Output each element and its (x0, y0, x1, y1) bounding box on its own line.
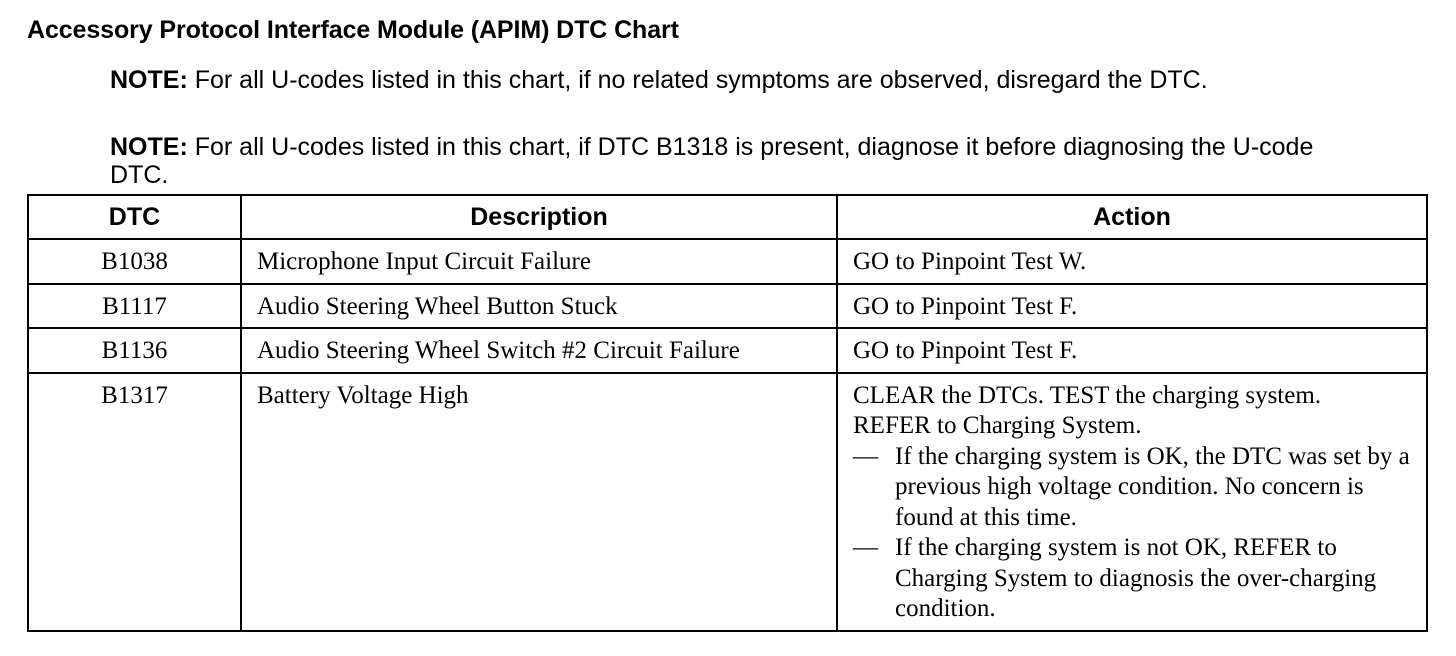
header-dtc: DTC (28, 195, 241, 239)
note-1 (110, 66, 1340, 94)
document-title: Accessory Protocol Interface Module (APIM) DTC Chart (27, 16, 679, 44)
note-1-text: For all U-codes listed in this chart, if no related symptoms are observed, disregard the DTC. (194, 66, 1208, 94)
dtc-description: Battery Voltage High (241, 373, 837, 631)
table-row (28, 328, 1427, 373)
dash-bullet-icon: — (853, 442, 878, 470)
dtc-code: B1317 (28, 373, 241, 631)
dtc-action (837, 373, 1427, 631)
action-bullet-text: If the charging system is not OK, REFER to Charging System to diagnosis the over-charging condition. (895, 534, 1377, 622)
action-bullet (853, 442, 1412, 534)
header-description: Description (241, 195, 837, 239)
dtc-code: B1136 (28, 328, 241, 373)
dtc-action: GO to Pinpoint Test F. (837, 284, 1427, 329)
dtc-code: B1117 (28, 284, 241, 329)
note-1-label: NOTE: (110, 66, 188, 94)
action-bullet-text: If the charging system is OK, the DTC was set by a previous high voltage condition. No concern is found at this time. (895, 442, 1410, 531)
table-row (28, 373, 1427, 631)
dtc-action: GO to Pinpoint Test F. (837, 328, 1427, 373)
dtc-description: Microphone Input Circuit Failure (241, 239, 837, 284)
dtc-description: Audio Steering Wheel Button Stuck (241, 284, 837, 329)
note-2-label: NOTE: (110, 133, 188, 161)
action-line: CLEAR the DTCs. TEST the charging system. (853, 381, 1322, 409)
dtc-table (27, 194, 1428, 632)
dash-bullet-icon: — (853, 534, 878, 561)
action-line: REFER to Charging System. (853, 412, 1142, 439)
table-row (28, 284, 1427, 329)
table-header-row (28, 195, 1427, 239)
table-row (28, 239, 1427, 284)
note-2 (110, 133, 1340, 189)
note-2-text: For all U-codes listed in this chart, if DTC B1318 is present, diagnose it before diagnosing the U-code DTC. (110, 133, 1314, 189)
action-bullet (853, 533, 1412, 625)
dtc-code: B1038 (28, 239, 241, 284)
dtc-description: Audio Steering Wheel Switch #2 Circuit Failure (241, 328, 837, 373)
dtc-action: GO to Pinpoint Test W. (837, 239, 1427, 284)
header-action: Action (837, 195, 1427, 239)
